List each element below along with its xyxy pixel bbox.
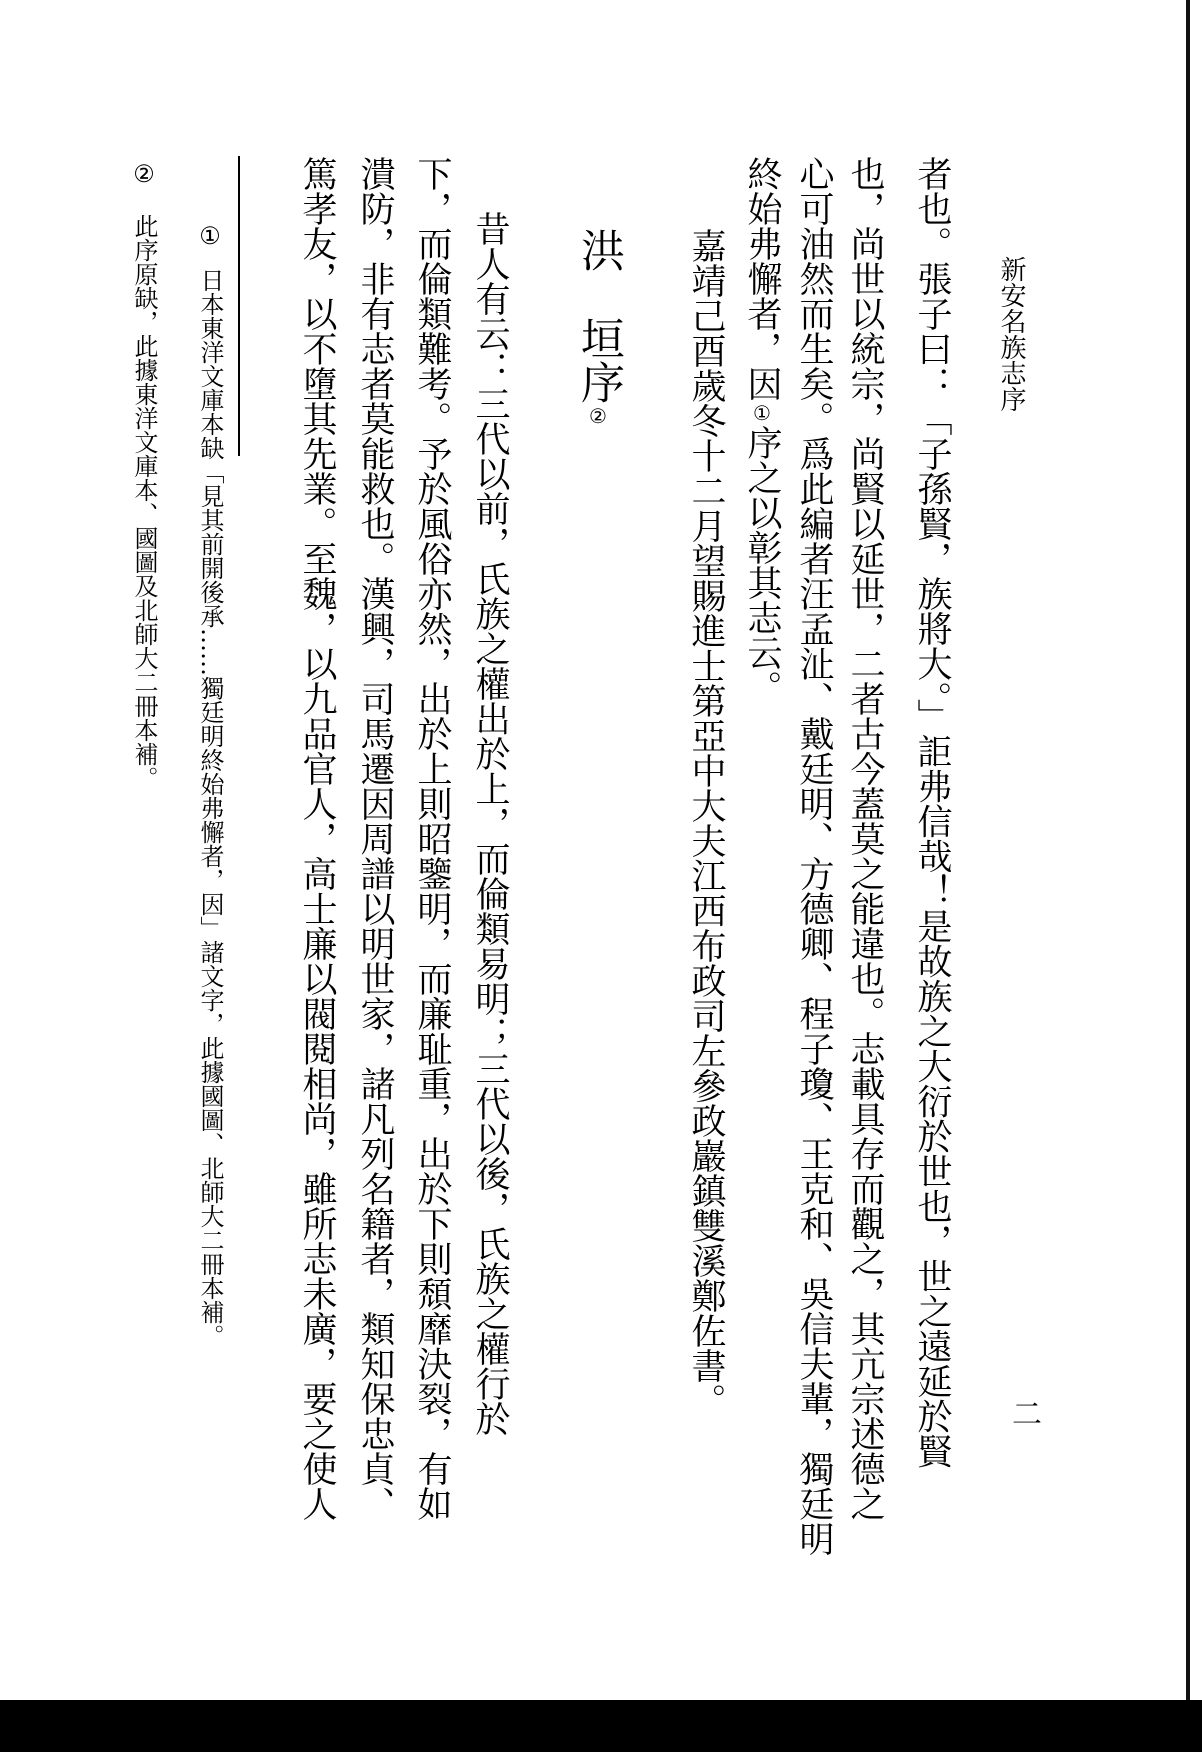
footnote-2 — [132, 160, 156, 790]
footnote-ref-2[interactable]: ② — [586, 404, 610, 428]
page-number: 二 — [1006, 1398, 1041, 1428]
signature-column: 嘉靖己酉歲冬十二月望賜進士第亞中大夫江西布政司左參政巖鎮雙溪鄭佐書。 — [686, 228, 726, 1418]
footnote-text: 此序原缺，此據東洋文庫本、國圖及北師大二冊本補。 — [130, 214, 158, 790]
page-edge-shadow — [1186, 0, 1190, 1700]
scan-bottom-border — [0, 1700, 1202, 1752]
footnote-ref-1[interactable]: ① — [750, 401, 774, 425]
text-column: 心可油然而生矣。爲此編者汪孟沚、戴廷明、方德卿、程子瓊、王克和、吳信夫輩，獨廷明 — [794, 156, 834, 1556]
text-column: 也，尚世以統宗，尚賢以延世，二者古今蓋莫之能違也。志載具存而觀之，其亢宗述德之 — [845, 156, 885, 1521]
text-column: 昔人有云：三代以前，氏族之權出於上，而倫類易明；三代以後，氏族之權行於 — [470, 211, 510, 1436]
footnote-divider — [238, 156, 240, 456]
section-title — [573, 228, 624, 428]
footnote-text: 日本東洋文庫本缺「見其前開後承……獨廷明終始弗懈者，因」諸文字，此據國圖、北師大二冊本補。 — [196, 268, 224, 1348]
text-column: 潰防，非有志者莫能救也。漢興，司馬遷因周譜以明世家，諸凡列名籍者，類知保忠貞、 — [355, 156, 395, 1521]
text-run: 序之以彰其志云。 — [742, 425, 782, 705]
footnote-1 — [198, 222, 222, 1348]
text-column: 者也。張子曰：「子孫賢，族將大。」詎弗信哉！是故族之大衍於世也，世之遠延於賢 — [912, 156, 952, 1469]
text-column: 篤孝友，以不墮其先業。至魏，以九品官人，高士廉以閥閱相尚，雖所志未廣，要之使人 — [297, 156, 337, 1521]
running-title: 新安名族志序 — [996, 256, 1026, 412]
section-title-text: 洪 垣序 — [573, 228, 624, 404]
text-column: 下，而倫類難考。予於風俗亦然，出於上則昭鑒明，而廉耻重，出於下則頹靡決裂，有如 — [412, 156, 452, 1521]
footnote-mark: ① — [196, 222, 224, 250]
text-column — [742, 156, 782, 705]
footnote-mark: ② — [130, 160, 158, 188]
text-run: 終始弗懈者，因 — [742, 156, 782, 401]
